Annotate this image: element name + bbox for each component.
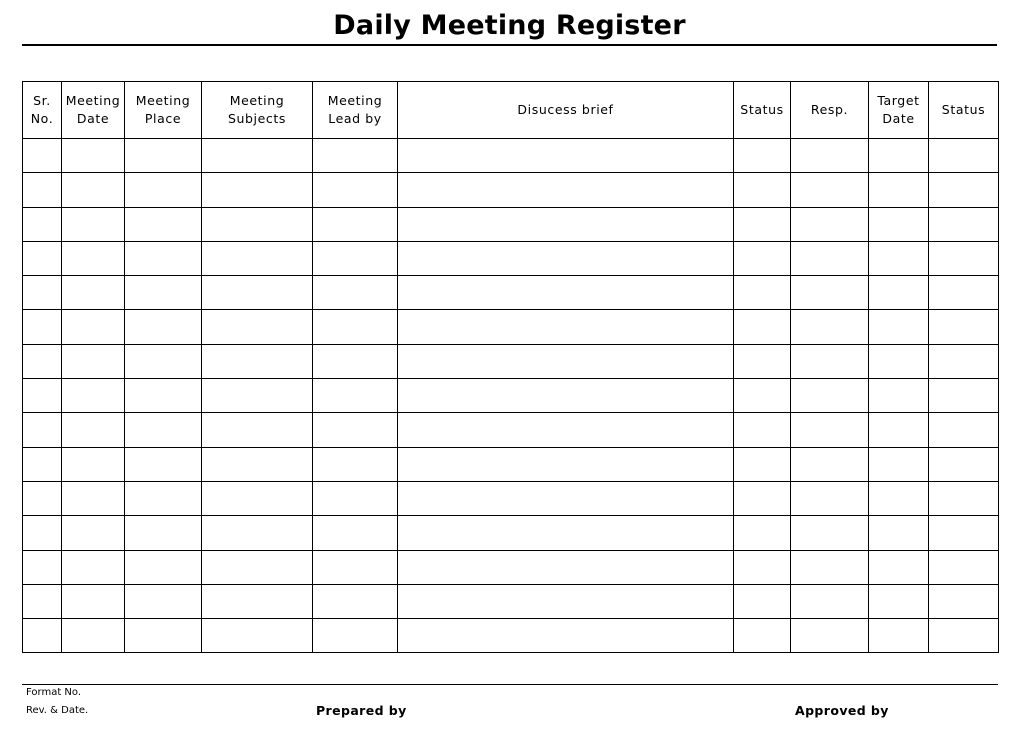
table-row — [23, 379, 999, 413]
table-cell[interactable] — [62, 379, 125, 413]
table-cell[interactable] — [62, 139, 125, 173]
table-cell[interactable] — [929, 447, 999, 481]
table-cell[interactable] — [202, 207, 313, 241]
table-cell[interactable] — [23, 619, 62, 653]
table-cell[interactable] — [202, 481, 313, 515]
table-cell[interactable] — [929, 173, 999, 207]
table-cell[interactable] — [791, 310, 869, 344]
table-cell[interactable] — [125, 207, 202, 241]
column-header-discuss-brief: Disucess brief — [398, 82, 734, 139]
table-cell[interactable] — [62, 241, 125, 275]
table-cell[interactable] — [62, 207, 125, 241]
table-cell[interactable] — [791, 619, 869, 653]
table-cell[interactable] — [202, 276, 313, 310]
table-cell[interactable] — [734, 276, 791, 310]
table-cell[interactable] — [791, 344, 869, 378]
table-header-row — [23, 82, 999, 139]
table-cell[interactable] — [398, 310, 734, 344]
table-cell[interactable] — [313, 241, 398, 275]
table-cell[interactable] — [62, 619, 125, 653]
table-cell[interactable] — [791, 241, 869, 275]
table-cell[interactable] — [202, 619, 313, 653]
table-cell[interactable] — [869, 379, 929, 413]
table-cell[interactable] — [125, 310, 202, 344]
table-cell[interactable] — [313, 516, 398, 550]
table-cell[interactable] — [734, 173, 791, 207]
column-header-sr-no: Sr. No. — [23, 82, 62, 139]
table-cell[interactable] — [23, 481, 62, 515]
table-cell[interactable] — [125, 516, 202, 550]
table-cell[interactable] — [398, 379, 734, 413]
table-cell[interactable] — [23, 413, 62, 447]
table-cell[interactable] — [869, 276, 929, 310]
table-cell[interactable] — [202, 379, 313, 413]
table-cell[interactable] — [313, 379, 398, 413]
table-cell[interactable] — [734, 413, 791, 447]
table-cell[interactable] — [869, 516, 929, 550]
table-cell[interactable] — [929, 344, 999, 378]
format-no-label: Format No. — [26, 687, 82, 698]
table-cell[interactable] — [734, 550, 791, 584]
table-cell[interactable] — [125, 550, 202, 584]
table-cell[interactable] — [313, 276, 398, 310]
table-row — [23, 276, 999, 310]
table-cell[interactable] — [734, 584, 791, 618]
table-cell[interactable] — [125, 379, 202, 413]
table-cell[interactable] — [23, 550, 62, 584]
table-cell[interactable] — [929, 310, 999, 344]
table-cell[interactable] — [869, 413, 929, 447]
table-cell[interactable] — [23, 584, 62, 618]
table-cell[interactable] — [125, 344, 202, 378]
table-body — [23, 139, 999, 653]
table-cell[interactable] — [125, 173, 202, 207]
table-cell[interactable] — [313, 173, 398, 207]
table-cell[interactable] — [202, 413, 313, 447]
table-cell[interactable] — [869, 310, 929, 344]
table-cell[interactable] — [313, 447, 398, 481]
table-cell[interactable] — [869, 584, 929, 618]
table-cell[interactable] — [734, 379, 791, 413]
table-cell[interactable] — [791, 550, 869, 584]
table-cell[interactable] — [23, 379, 62, 413]
table-row — [23, 447, 999, 481]
table-cell[interactable] — [313, 481, 398, 515]
table-cell[interactable] — [929, 379, 999, 413]
table-cell[interactable] — [734, 516, 791, 550]
table-row — [23, 344, 999, 378]
table-cell[interactable] — [869, 619, 929, 653]
table-row — [23, 413, 999, 447]
table-cell[interactable] — [734, 139, 791, 173]
table-row — [23, 516, 999, 550]
table-cell[interactable] — [202, 310, 313, 344]
table-cell[interactable] — [202, 550, 313, 584]
table-cell[interactable] — [869, 344, 929, 378]
table-cell[interactable] — [791, 207, 869, 241]
table-cell[interactable] — [202, 241, 313, 275]
table-cell[interactable] — [734, 344, 791, 378]
table-cell[interactable] — [62, 276, 125, 310]
table-cell[interactable] — [869, 447, 929, 481]
table-cell[interactable] — [313, 344, 398, 378]
table-cell[interactable] — [869, 173, 929, 207]
table-row — [23, 584, 999, 618]
table-cell[interactable] — [202, 139, 313, 173]
table-cell[interactable] — [23, 344, 62, 378]
table-cell[interactable] — [791, 276, 869, 310]
table-cell[interactable] — [23, 447, 62, 481]
table-cell[interactable] — [23, 139, 62, 173]
column-header-meeting-place: Meeting Place — [125, 82, 202, 139]
table-cell[interactable] — [791, 447, 869, 481]
table-cell[interactable] — [23, 207, 62, 241]
meeting-register-table — [22, 81, 999, 653]
table-cell[interactable] — [313, 207, 398, 241]
table-cell[interactable] — [202, 173, 313, 207]
table-cell[interactable] — [62, 173, 125, 207]
table-cell[interactable] — [929, 207, 999, 241]
table-cell[interactable] — [734, 241, 791, 275]
table-cell[interactable] — [313, 584, 398, 618]
title-underline — [22, 44, 997, 46]
column-header-status: Status — [734, 82, 791, 139]
table-row — [23, 481, 999, 515]
table-cell[interactable] — [398, 139, 734, 173]
prepared-by-label: Prepared by — [316, 703, 407, 718]
table-cell[interactable] — [202, 516, 313, 550]
table-row — [23, 550, 999, 584]
table-cell[interactable] — [125, 481, 202, 515]
table-cell[interactable] — [125, 584, 202, 618]
table-row — [23, 241, 999, 275]
table-cell[interactable] — [734, 447, 791, 481]
table-cell[interactable] — [125, 241, 202, 275]
table-cell[interactable] — [791, 516, 869, 550]
approved-by-label: Approved by — [795, 703, 889, 718]
table-cell[interactable] — [929, 481, 999, 515]
table-cell[interactable] — [869, 481, 929, 515]
table-cell[interactable] — [62, 584, 125, 618]
table-cell[interactable] — [23, 241, 62, 275]
table-cell[interactable] — [929, 619, 999, 653]
table-cell[interactable] — [791, 413, 869, 447]
table-cell[interactable] — [398, 516, 734, 550]
table-cell[interactable] — [23, 173, 62, 207]
table-cell[interactable] — [125, 413, 202, 447]
table-cell[interactable] — [202, 447, 313, 481]
table-cell[interactable] — [869, 207, 929, 241]
table-cell[interactable] — [398, 207, 734, 241]
table-cell[interactable] — [125, 276, 202, 310]
table-cell[interactable] — [202, 584, 313, 618]
table-row — [23, 173, 999, 207]
page-title: Daily Meeting Register — [333, 10, 686, 41]
table-cell[interactable] — [62, 310, 125, 344]
table-cell[interactable] — [23, 310, 62, 344]
table-cell[interactable] — [202, 344, 313, 378]
table-cell[interactable] — [398, 447, 734, 481]
table-cell[interactable] — [398, 550, 734, 584]
table-cell[interactable] — [398, 413, 734, 447]
table-cell[interactable] — [398, 344, 734, 378]
table-cell[interactable] — [62, 481, 125, 515]
table-cell[interactable] — [791, 379, 869, 413]
column-header-meeting-subjects: Meeting Subjects — [202, 82, 313, 139]
table-cell[interactable] — [791, 139, 869, 173]
table-row — [23, 310, 999, 344]
column-header-final-status: Status — [929, 82, 999, 139]
table-cell[interactable] — [125, 619, 202, 653]
table-cell[interactable] — [398, 481, 734, 515]
table-cell[interactable] — [734, 619, 791, 653]
column-header-meeting-lead-by: Meeting Lead by — [313, 82, 398, 139]
table-cell[interactable] — [398, 241, 734, 275]
table-cell[interactable] — [791, 584, 869, 618]
table-cell[interactable] — [62, 413, 125, 447]
table-cell[interactable] — [62, 516, 125, 550]
table-cell[interactable] — [398, 173, 734, 207]
table-cell[interactable] — [23, 276, 62, 310]
table-cell[interactable] — [791, 173, 869, 207]
table-cell[interactable] — [869, 139, 929, 173]
table-cell[interactable] — [929, 584, 999, 618]
table-cell[interactable] — [62, 550, 125, 584]
table-cell[interactable] — [125, 139, 202, 173]
table-cell[interactable] — [869, 550, 929, 584]
table-cell[interactable] — [791, 481, 869, 515]
table-cell[interactable] — [23, 516, 62, 550]
table-cell[interactable] — [929, 516, 999, 550]
table-cell[interactable] — [398, 619, 734, 653]
table-row — [23, 619, 999, 653]
column-header-resp: Resp. — [791, 82, 869, 139]
table-cell[interactable] — [929, 139, 999, 173]
table-cell[interactable] — [313, 310, 398, 344]
table-row — [23, 139, 999, 173]
table-cell[interactable] — [398, 276, 734, 310]
column-header-meeting-date: Meeting Date — [62, 82, 125, 139]
table-cell[interactable] — [734, 310, 791, 344]
table-cell[interactable] — [734, 481, 791, 515]
table-row — [23, 207, 999, 241]
table-cell[interactable] — [313, 139, 398, 173]
rev-date-label: Rev. & Date. — [26, 705, 89, 716]
table-cell[interactable] — [929, 276, 999, 310]
table-cell[interactable] — [929, 241, 999, 275]
table-cell[interactable] — [62, 344, 125, 378]
table-cell[interactable] — [313, 413, 398, 447]
column-header-target-date: Target Date — [869, 82, 929, 139]
table-cell[interactable] — [313, 550, 398, 584]
table-cell[interactable] — [734, 207, 791, 241]
table-cell[interactable] — [929, 413, 999, 447]
table-cell[interactable] — [869, 241, 929, 275]
table-cell[interactable] — [62, 447, 125, 481]
table-cell[interactable] — [125, 447, 202, 481]
table-cell[interactable] — [398, 584, 734, 618]
footer-divider — [22, 684, 998, 685]
table-cell[interactable] — [313, 619, 398, 653]
table-cell[interactable] — [929, 550, 999, 584]
